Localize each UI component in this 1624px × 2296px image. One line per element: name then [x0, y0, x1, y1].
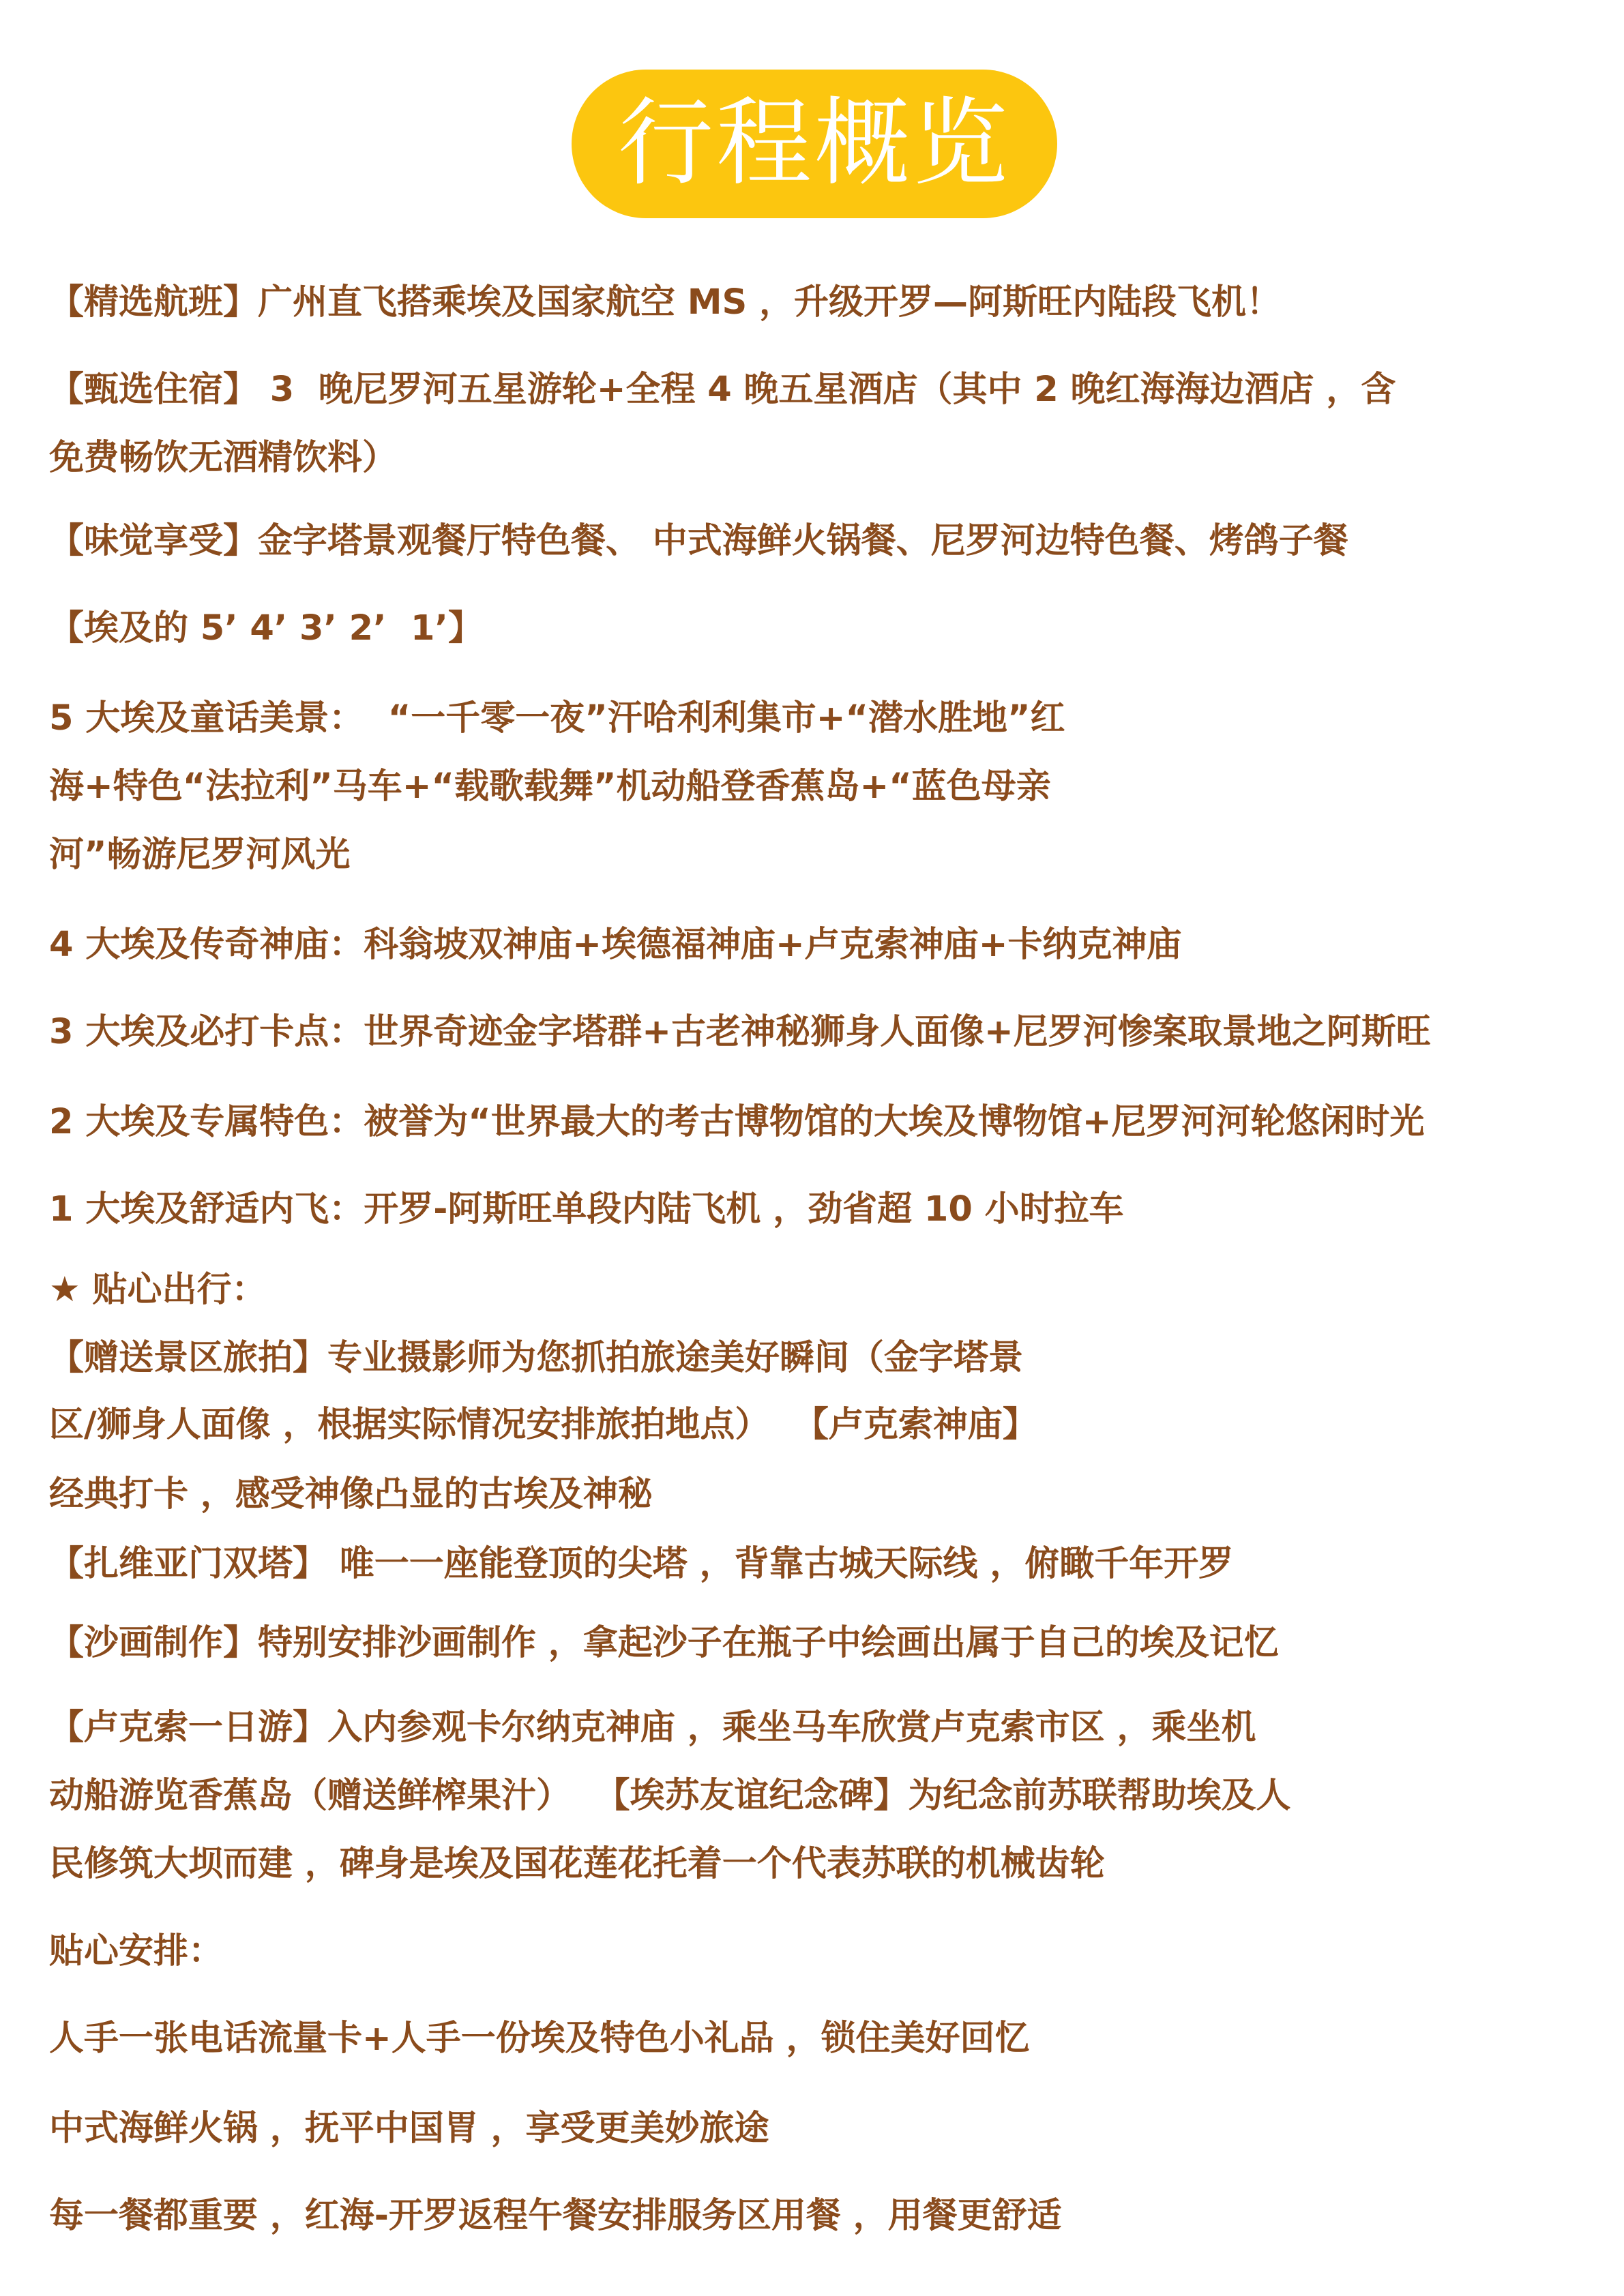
arrangement-meals: 每一餐都重要 ，红海-开罗返程午餐安排服务区用餐 ，用餐更舒适 [49, 2196, 1062, 2236]
item-3-checkpoints: 3 大埃及必打卡点：世界奇迹金字塔群+古老神秘狮身人面像+尼罗河惨案取景地之阿斯旺 [49, 1012, 1431, 1052]
item-5-scenery: 5 大埃及童话美景： “一千零一夜”汗哈利利集市+“潜水胜地”红 [49, 698, 1065, 739]
highlight-dining: 【味觉享受】金字塔景观餐厅特色餐、 中式海鲜火锅餐、尼罗河边特色餐、烤鸽子餐 [49, 521, 1348, 561]
perk-photo-shoot-cont: 区/狮身人面像 ，根据实际情况安排旅拍地点） 【卢克索神庙】 [49, 1405, 1037, 1445]
item-2-features: 2 大埃及专属特色：被誉为“世界最大的考古博物馆的大埃及博物馆+尼罗河河轮悠闲时光 [49, 1102, 1425, 1142]
perk-sand-art: 【沙画制作】特别安排沙画制作 ，拿起沙子在瓶子中绘画出属于自己的埃及记忆 [49, 1623, 1279, 1663]
perk-luxor-day-tour: 【卢克索一日游】入内参观卡尔纳克神庙 ，乘坐马车欣赏卢克索市区 ，乘坐机 [49, 1708, 1256, 1748]
perk-monument-cont: 民修筑大坝而建 ，碑身是埃及国花莲花托着一个代表苏联的机械齿轮 [49, 1844, 1105, 1884]
arrangement-sim-gift: 人手一张电话流量卡+人手一份埃及特色小礼品 ，锁住美好回忆 [49, 2018, 1030, 2059]
item-5-scenery-cont-2: 河”畅游尼罗河风光 [49, 835, 351, 875]
page-title: 行程概览 [617, 88, 1011, 199]
section-heading-travel: ★ 贴心出行： [49, 1270, 267, 1310]
title-badge [572, 70, 1057, 218]
highlight-accommodation-cont: 免费畅饮无酒精饮料） [49, 438, 398, 478]
perk-twin-towers: 【扎维亚门双塔】 唯一一座能登顶的尖塔 ，背靠古城天际线 ，俯瞰千年开罗 [49, 1544, 1234, 1584]
perk-luxor-temple-cont: 经典打卡 ，感受神像凸显的古埃及神秘 [49, 1474, 653, 1515]
section-heading-54321: 【埃及的 5’ 4’ 3’ 2’ 1’】 [49, 608, 483, 648]
section-heading-arrangements: 贴心安排： [49, 1931, 224, 1971]
arrangement-hotpot: 中式海鲜火锅 ，抚平中国胃 ，享受更美妙旅途 [49, 2108, 769, 2149]
highlight-accommodation: 【甄选住宿】 3 晚尼罗河五星游轮+全程 4 晚五星酒店（其中 2 晚红海海边酒店 ，含 [49, 370, 1396, 410]
perk-luxor-day-tour-cont: 动船游览香蕉岛（赠送鲜榨果汁） 【埃苏友谊纪念碑】为纪念前苏联帮助埃及人 [49, 1776, 1291, 1816]
item-1-flight: 1 大埃及舒适内飞：开罗-阿斯旺单段内陆飞机 ，劲省超 10 小时拉车 [49, 1189, 1124, 1229]
highlight-flight: 【精选航班】广州直飞搭乘埃及国家航空 MS ，升级开罗—阿斯旺内陆段飞机！ [49, 282, 1281, 323]
perk-photo-shoot: 【赠送景区旅拍】专业摄影师为您抓拍旅途美好瞬间（金字塔景 [49, 1338, 1024, 1378]
item-4-temples: 4 大埃及传奇神庙：科翁坡双神庙+埃德福神庙+卢克索神庙+卡纳克神庙 [49, 925, 1182, 965]
item-5-scenery-cont: 海+特色“法拉利”马车+“载歌载舞”机动船登香蕉岛+“蓝色母亲 [49, 766, 1051, 807]
